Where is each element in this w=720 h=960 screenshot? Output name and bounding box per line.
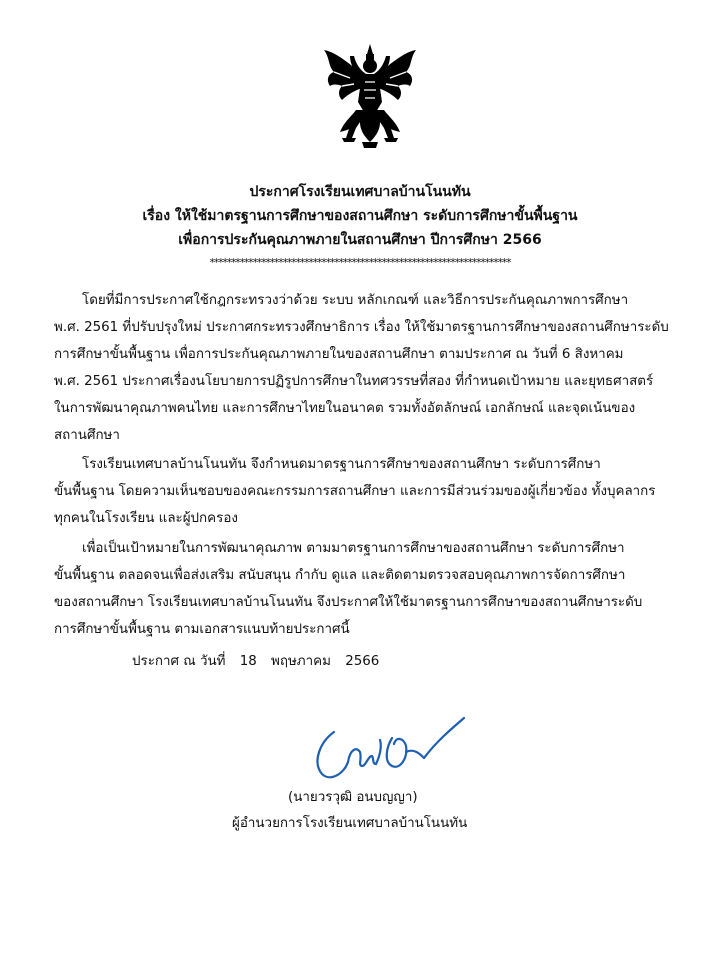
announcement-date-prefix: ประกาศ ณ วันที่ — [132, 654, 226, 669]
document-title: ประกาศโรงเรียนเทศบาลบ้านโนนทัน — [249, 184, 471, 200]
paragraph-line: ขั้นพื้นฐาน ตลอดจนเพื่อส่งเสริม สนับสนุน กำกับ ดูแล และติดตามตรวจสอบคุณภาพการจัดการศึกษา — [54, 568, 626, 583]
announcement-day: 18 — [239, 654, 257, 669]
announcement-date — [132, 648, 389, 675]
paragraph-line: สถานศึกษา — [54, 428, 120, 443]
paragraph-line: การศึกษาขั้นพื้นฐาน เพื่อการประกันคุณภาพภายในของสถานศึกษา ตามประกาศ ณ วันที่ 6 สิงหาคม — [54, 347, 624, 362]
announcement-month: พฤษภาคม — [271, 654, 331, 669]
paragraph-line: โรงเรียนเทศบาลบ้านโนนทัน จึงกำหนดมาตรฐานการศึกษาของสถานศึกษา ระดับการศึกษา — [82, 457, 601, 472]
paragraph-line: พ.ศ. 2561 ประกาศเรื่องนโยบายการปฏิรูปการศึกษาในทศวรรษที่สอง ที่กำหนดเป้าหมาย และยุทธศาสตร์ — [54, 374, 654, 389]
paragraph-line: ของสถานศึกษา โรงเรียนเทศบาลบ้านโนนทัน จึงประกาศให้ใช้มาตรฐานการศึกษาของสถานศึกษาระดับ — [54, 595, 643, 610]
paragraph-line: ในการพัฒนาคุณภาพคนไทย และการศึกษาไทยในอนาคต รวมทั้งอัตลักษณ์ เอกลักษณ์ และจุดเน้นของ — [54, 401, 636, 416]
body-paragraph-2 — [54, 451, 674, 532]
document-subject: เรื่อง ให้ใช้มาตรฐานการศึกษาของสถานศึกษา ระดับการศึกษาขั้นพื้นฐาน — [142, 208, 578, 224]
signer-name: (นายวรวุฒิ อนบญญา) — [288, 790, 418, 805]
paragraph-line: ขั้นพื้นฐาน โดยความเห็นชอบของคณะกรรมการสถานศึกษา และการมีส่วนร่วมของผู้เกี่ยวข้อง ทั้งบุคลากร — [54, 484, 656, 499]
signer-title: ผู้อำนวยการโรงเรียนเทศบาลบ้านโนนทัน — [232, 816, 468, 831]
paragraph-line: พ.ศ. 2561 ที่ปรับปรุงใหม่ ประกาศกระทรวงศึกษาธิการ เรื่อง ให้ใช้มาตรฐานการศึกษาของสถานศึกษาระดับ — [54, 320, 669, 335]
paragraph-line: เพื่อเป็นเป้าหมายในการพัฒนาคุณภาพ ตามมาตรฐานการศึกษาของสถานศึกษา ระดับการศึกษา — [82, 541, 625, 556]
separator-line: ********************************************************************** — [209, 256, 511, 269]
paragraph-line: การศึกษาขั้นพื้นฐาน ตามเอกสารแนบท้ายประกาศนี้ — [54, 622, 350, 637]
handwritten-signature — [300, 712, 470, 792]
garuda-emblem-icon — [320, 42, 420, 152]
document-subject-continued: เพื่อการประกันคุณภาพภายในสถานศึกษา ปีการศึกษา 2566 — [178, 232, 542, 248]
body-paragraph-1 — [54, 287, 674, 449]
body-paragraph-3 — [54, 535, 674, 643]
paragraph-line: ทุกคนในโรงเรียน และผู้ปกครอง — [54, 511, 238, 526]
announcement-year: 2566 — [345, 654, 380, 669]
paragraph-line: โดยที่มีการประกาศใช้กฎกระทรวงว่าด้วย ระบบ หลักเกณฑ์ และวิธีการประกันคุณภาพการศึกษา — [82, 293, 629, 308]
